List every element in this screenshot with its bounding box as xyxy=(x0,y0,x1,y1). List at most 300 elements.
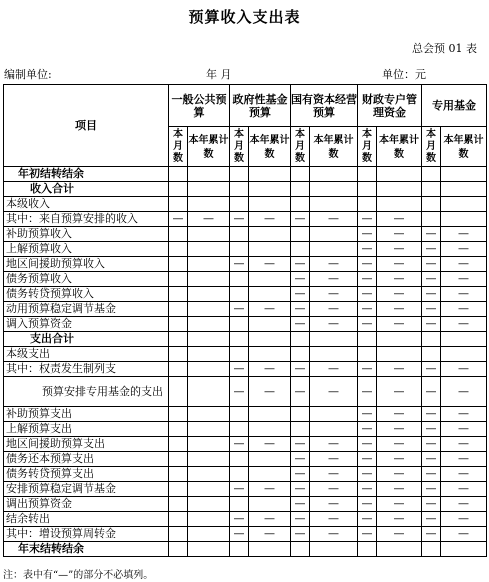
na-cell: — xyxy=(422,302,441,317)
value-cell xyxy=(169,512,188,527)
table-row xyxy=(4,467,487,482)
row-label: 年初结转结余 xyxy=(4,167,169,182)
value-cell xyxy=(291,347,310,362)
row-label: 安排预算稳定调节基金 xyxy=(4,482,169,497)
table-row xyxy=(4,317,487,332)
value-cell xyxy=(249,332,291,347)
value-cell xyxy=(188,512,230,527)
na-cell: — xyxy=(310,377,358,407)
value-cell xyxy=(169,272,188,287)
value-cell xyxy=(422,182,441,197)
value-cell xyxy=(169,452,188,467)
table-row xyxy=(4,242,487,257)
value-cell xyxy=(291,182,310,197)
row-label: 调出预算资金 xyxy=(4,497,169,512)
na-cell: — xyxy=(310,497,358,512)
value-cell xyxy=(249,182,291,197)
value-cell xyxy=(441,332,487,347)
value-cell xyxy=(230,317,249,332)
value-cell xyxy=(169,167,188,182)
table-row xyxy=(4,527,487,542)
na-cell: — xyxy=(377,527,422,542)
value-cell xyxy=(188,302,230,317)
table-row xyxy=(4,332,487,347)
value-cell xyxy=(188,527,230,542)
table-row xyxy=(4,347,487,362)
value-cell xyxy=(169,467,188,482)
na-cell: — xyxy=(249,377,291,407)
row-label: 其中：来自预算安排的收入 xyxy=(4,212,169,227)
value-cell xyxy=(249,542,291,557)
row-label: 收入合计 xyxy=(4,182,169,197)
unit-label: 编制单位: xyxy=(4,68,52,81)
ytd-col-header: 本年累计数 xyxy=(310,127,358,167)
value-cell xyxy=(377,347,422,362)
na-cell: — xyxy=(291,287,310,302)
value-cell xyxy=(169,302,188,317)
na-cell: — xyxy=(441,467,487,482)
na-cell: — xyxy=(310,437,358,452)
table-row xyxy=(4,422,487,437)
na-cell: — xyxy=(422,407,441,422)
na-cell: — xyxy=(422,527,441,542)
na-cell: — xyxy=(291,512,310,527)
value-cell xyxy=(291,242,310,257)
value-cell xyxy=(358,197,377,212)
value-cell xyxy=(188,317,230,332)
value-cell xyxy=(230,182,249,197)
value-cell xyxy=(188,452,230,467)
na-cell: — xyxy=(291,497,310,512)
month-col-header: 本月数 xyxy=(422,127,441,167)
row-label: 其中：权责发生制列支 xyxy=(4,362,169,377)
na-cell: — xyxy=(310,467,358,482)
na-cell: — xyxy=(249,512,291,527)
value-cell xyxy=(230,167,249,182)
na-cell: — xyxy=(441,302,487,317)
value-cell xyxy=(249,272,291,287)
na-cell: — xyxy=(377,302,422,317)
na-cell: — xyxy=(422,512,441,527)
ytd-col-header: 本年累计数 xyxy=(249,127,291,167)
group-header: 专用基金 xyxy=(422,85,487,127)
value-cell xyxy=(249,242,291,257)
row-label: 本级支出 xyxy=(4,347,169,362)
na-cell: — xyxy=(358,422,377,437)
footer-note: 注：表中有“—”的部分不必填列。 xyxy=(3,570,154,581)
value-cell xyxy=(249,317,291,332)
value-cell xyxy=(291,227,310,242)
na-cell: — xyxy=(291,437,310,452)
na-cell: — xyxy=(358,452,377,467)
item-header: 项目 xyxy=(4,85,169,167)
value-cell xyxy=(188,227,230,242)
na-cell: — xyxy=(249,302,291,317)
date-label: 年 月 xyxy=(206,68,232,81)
row-label: 动用预算稳定调节基金 xyxy=(4,302,169,317)
value-cell xyxy=(230,347,249,362)
month-col-header: 本月数 xyxy=(291,127,310,167)
value-cell xyxy=(188,182,230,197)
na-cell: — xyxy=(441,482,487,497)
row-label: 补助预算收入 xyxy=(4,227,169,242)
na-cell: — xyxy=(358,212,377,227)
table-row xyxy=(4,452,487,467)
na-cell: — xyxy=(310,317,358,332)
na-cell: — xyxy=(291,527,310,542)
value-cell xyxy=(188,437,230,452)
row-label: 补助预算支出 xyxy=(4,407,169,422)
na-cell: — xyxy=(358,317,377,332)
table-row xyxy=(4,272,487,287)
na-cell: — xyxy=(377,482,422,497)
value-cell xyxy=(310,347,358,362)
na-cell: — xyxy=(291,257,310,272)
form-code: 总会预 01 表 xyxy=(412,42,477,55)
value-cell xyxy=(358,182,377,197)
value-cell xyxy=(169,287,188,302)
na-cell: — xyxy=(377,497,422,512)
na-cell: — xyxy=(377,212,422,227)
value-cell xyxy=(169,182,188,197)
value-cell xyxy=(358,332,377,347)
value-cell xyxy=(169,437,188,452)
na-cell: — xyxy=(230,527,249,542)
na-cell: — xyxy=(441,512,487,527)
value-cell xyxy=(249,197,291,212)
na-cell: — xyxy=(358,257,377,272)
value-cell xyxy=(230,542,249,557)
table-row xyxy=(4,512,487,527)
value-cell xyxy=(310,332,358,347)
row-label: 本级收入 xyxy=(4,197,169,212)
na-cell: — xyxy=(310,362,358,377)
na-cell: — xyxy=(358,527,377,542)
value-cell xyxy=(230,452,249,467)
value-cell xyxy=(169,407,188,422)
na-cell: — xyxy=(358,512,377,527)
na-cell: — xyxy=(291,482,310,497)
na-cell: — xyxy=(188,212,230,227)
table-row xyxy=(4,197,487,212)
value-cell xyxy=(169,422,188,437)
value-cell xyxy=(169,527,188,542)
na-cell: — xyxy=(377,407,422,422)
value-cell xyxy=(358,167,377,182)
table-row xyxy=(4,287,487,302)
na-cell: — xyxy=(377,272,422,287)
value-cell xyxy=(310,197,358,212)
na-cell: — xyxy=(422,362,441,377)
value-cell xyxy=(230,227,249,242)
value-cell xyxy=(249,407,291,422)
value-cell xyxy=(249,167,291,182)
na-cell: — xyxy=(441,362,487,377)
value-cell xyxy=(169,347,188,362)
na-cell: — xyxy=(377,317,422,332)
value-cell xyxy=(230,287,249,302)
value-cell xyxy=(249,347,291,362)
na-cell: — xyxy=(358,227,377,242)
value-cell xyxy=(188,197,230,212)
value-cell xyxy=(230,407,249,422)
row-label: 债务预算收入 xyxy=(4,272,169,287)
ytd-col-header: 本年累计数 xyxy=(377,127,422,167)
value-cell xyxy=(249,227,291,242)
month-col-header: 本月数 xyxy=(358,127,377,167)
value-cell xyxy=(188,482,230,497)
na-cell: — xyxy=(291,467,310,482)
value-cell xyxy=(291,332,310,347)
na-cell: — xyxy=(422,242,441,257)
na-cell: — xyxy=(358,437,377,452)
na-cell: — xyxy=(441,227,487,242)
value-cell xyxy=(310,242,358,257)
na-cell: — xyxy=(441,317,487,332)
na-cell: — xyxy=(310,527,358,542)
value-cell xyxy=(169,542,188,557)
row-label: 债务转贷预算支出 xyxy=(4,467,169,482)
row-label: 债务还本预算支出 xyxy=(4,452,169,467)
value-cell xyxy=(310,407,358,422)
na-cell: — xyxy=(377,287,422,302)
value-cell xyxy=(249,497,291,512)
row-label: 支出合计 xyxy=(4,332,169,347)
na-cell: — xyxy=(441,452,487,467)
na-cell: — xyxy=(291,317,310,332)
value-cell xyxy=(188,332,230,347)
value-cell xyxy=(188,542,230,557)
na-cell: — xyxy=(441,287,487,302)
value-cell xyxy=(230,242,249,257)
na-cell: — xyxy=(310,482,358,497)
value-cell xyxy=(230,272,249,287)
value-cell xyxy=(377,197,422,212)
na-cell: — xyxy=(422,377,441,407)
na-cell: — xyxy=(441,407,487,422)
na-cell: — xyxy=(358,377,377,407)
value-cell xyxy=(291,167,310,182)
value-cell xyxy=(310,167,358,182)
na-cell: — xyxy=(291,377,310,407)
ytd-col-header: 本年累计数 xyxy=(188,127,230,167)
na-cell: — xyxy=(377,512,422,527)
value-cell xyxy=(169,332,188,347)
value-cell xyxy=(422,197,441,212)
na-cell: — xyxy=(377,257,422,272)
value-cell xyxy=(230,497,249,512)
na-cell: — xyxy=(377,422,422,437)
value-cell xyxy=(441,542,487,557)
na-cell: — xyxy=(422,257,441,272)
value-cell xyxy=(422,332,441,347)
value-cell xyxy=(422,167,441,182)
na-cell: — xyxy=(249,257,291,272)
na-cell: — xyxy=(358,272,377,287)
value-cell xyxy=(358,347,377,362)
na-cell: — xyxy=(441,257,487,272)
value-cell xyxy=(377,182,422,197)
value-cell xyxy=(422,347,441,362)
table-row xyxy=(4,227,487,242)
na-cell: — xyxy=(377,377,422,407)
na-cell: — xyxy=(169,212,188,227)
na-cell: — xyxy=(422,467,441,482)
na-cell: — xyxy=(291,272,310,287)
na-cell: — xyxy=(358,287,377,302)
na-cell: — xyxy=(422,317,441,332)
row-label: 债务转贷预算收入 xyxy=(4,287,169,302)
na-cell: — xyxy=(310,257,358,272)
group-header: 政府性基金预算 xyxy=(230,85,291,127)
value-cell xyxy=(188,287,230,302)
value-cell xyxy=(249,467,291,482)
na-cell: — xyxy=(310,212,358,227)
row-label: 调入预算资金 xyxy=(4,317,169,332)
na-cell: — xyxy=(441,437,487,452)
value-cell xyxy=(169,242,188,257)
value-cell xyxy=(169,257,188,272)
na-cell: — xyxy=(291,362,310,377)
value-cell xyxy=(441,347,487,362)
na-cell: — xyxy=(358,467,377,482)
na-cell: — xyxy=(310,272,358,287)
value-cell xyxy=(188,257,230,272)
value-cell xyxy=(169,377,188,407)
na-cell: — xyxy=(310,452,358,467)
na-cell: — xyxy=(377,242,422,257)
na-cell: — xyxy=(441,527,487,542)
na-cell: — xyxy=(230,377,249,407)
value-cell xyxy=(188,422,230,437)
na-cell: — xyxy=(249,362,291,377)
value-cell xyxy=(230,332,249,347)
na-cell: — xyxy=(441,422,487,437)
na-cell: — xyxy=(249,212,291,227)
na-cell: — xyxy=(249,482,291,497)
na-cell: — xyxy=(441,497,487,512)
na-cell: — xyxy=(249,527,291,542)
value-cell xyxy=(310,182,358,197)
value-cell xyxy=(441,197,487,212)
na-cell: — xyxy=(422,287,441,302)
value-cell xyxy=(169,197,188,212)
ytd-col-header: 本年累计数 xyxy=(441,127,487,167)
value-cell xyxy=(188,407,230,422)
table-row xyxy=(4,182,487,197)
value-cell xyxy=(291,197,310,212)
na-cell: — xyxy=(441,272,487,287)
row-label: 其中：增设预算周转金 xyxy=(4,527,169,542)
group-header: 财政专户管理资金 xyxy=(358,85,422,127)
month-col-header: 本月数 xyxy=(230,127,249,167)
na-cell: — xyxy=(377,467,422,482)
na-cell: — xyxy=(377,437,422,452)
table-row xyxy=(4,167,487,182)
value-cell xyxy=(230,422,249,437)
value-cell xyxy=(377,542,422,557)
na-cell: — xyxy=(422,422,441,437)
value-cell xyxy=(188,377,230,407)
group-header: 一般公共预算 xyxy=(169,85,230,127)
row-label: 地区间援助预算收入 xyxy=(4,257,169,272)
value-cell xyxy=(310,422,358,437)
value-cell xyxy=(169,317,188,332)
table-row xyxy=(4,497,487,512)
value-cell xyxy=(422,212,441,227)
na-cell: — xyxy=(441,242,487,257)
row-label: 地区间援助预算支出 xyxy=(4,437,169,452)
value-cell xyxy=(291,407,310,422)
value-cell xyxy=(188,272,230,287)
month-col-header: 本月数 xyxy=(169,127,188,167)
na-cell: — xyxy=(422,227,441,242)
value-cell xyxy=(169,497,188,512)
na-cell: — xyxy=(358,242,377,257)
value-cell xyxy=(169,227,188,242)
value-cell xyxy=(441,167,487,182)
na-cell: — xyxy=(377,452,422,467)
na-cell: — xyxy=(291,452,310,467)
table-row xyxy=(4,377,487,407)
value-cell xyxy=(230,197,249,212)
value-cell xyxy=(310,542,358,557)
value-cell xyxy=(188,362,230,377)
na-cell: — xyxy=(422,482,441,497)
na-cell: — xyxy=(310,302,358,317)
na-cell: — xyxy=(291,212,310,227)
na-cell: — xyxy=(230,257,249,272)
value-cell xyxy=(249,422,291,437)
value-cell xyxy=(169,482,188,497)
value-cell xyxy=(422,542,441,557)
na-cell: — xyxy=(358,407,377,422)
na-cell: — xyxy=(422,272,441,287)
na-cell: — xyxy=(358,482,377,497)
na-cell: — xyxy=(377,227,422,242)
value-cell xyxy=(441,182,487,197)
na-cell: — xyxy=(310,287,358,302)
na-cell: — xyxy=(422,437,441,452)
na-cell: — xyxy=(358,362,377,377)
table-row xyxy=(4,362,487,377)
table-row xyxy=(4,542,487,557)
table-row xyxy=(4,257,487,272)
page-title: 预算收入支出表 xyxy=(188,8,301,26)
row-label: 结余转出 xyxy=(4,512,169,527)
value-cell xyxy=(188,497,230,512)
na-cell: — xyxy=(230,482,249,497)
row-label: 预算安排专用基金的支出 xyxy=(4,377,169,407)
na-cell: — xyxy=(249,437,291,452)
value-cell xyxy=(291,422,310,437)
na-cell: — xyxy=(422,452,441,467)
value-cell xyxy=(169,362,188,377)
na-cell: — xyxy=(377,362,422,377)
table-row xyxy=(4,407,487,422)
na-cell: — xyxy=(230,212,249,227)
na-cell: — xyxy=(230,437,249,452)
na-cell: — xyxy=(441,377,487,407)
value-cell xyxy=(441,212,487,227)
value-cell xyxy=(249,287,291,302)
budget-table xyxy=(3,84,487,557)
value-cell xyxy=(188,347,230,362)
group-header: 国有资本经营预算 xyxy=(291,85,358,127)
na-cell: — xyxy=(422,497,441,512)
value-cell xyxy=(188,467,230,482)
row-label: 上解预算收入 xyxy=(4,242,169,257)
